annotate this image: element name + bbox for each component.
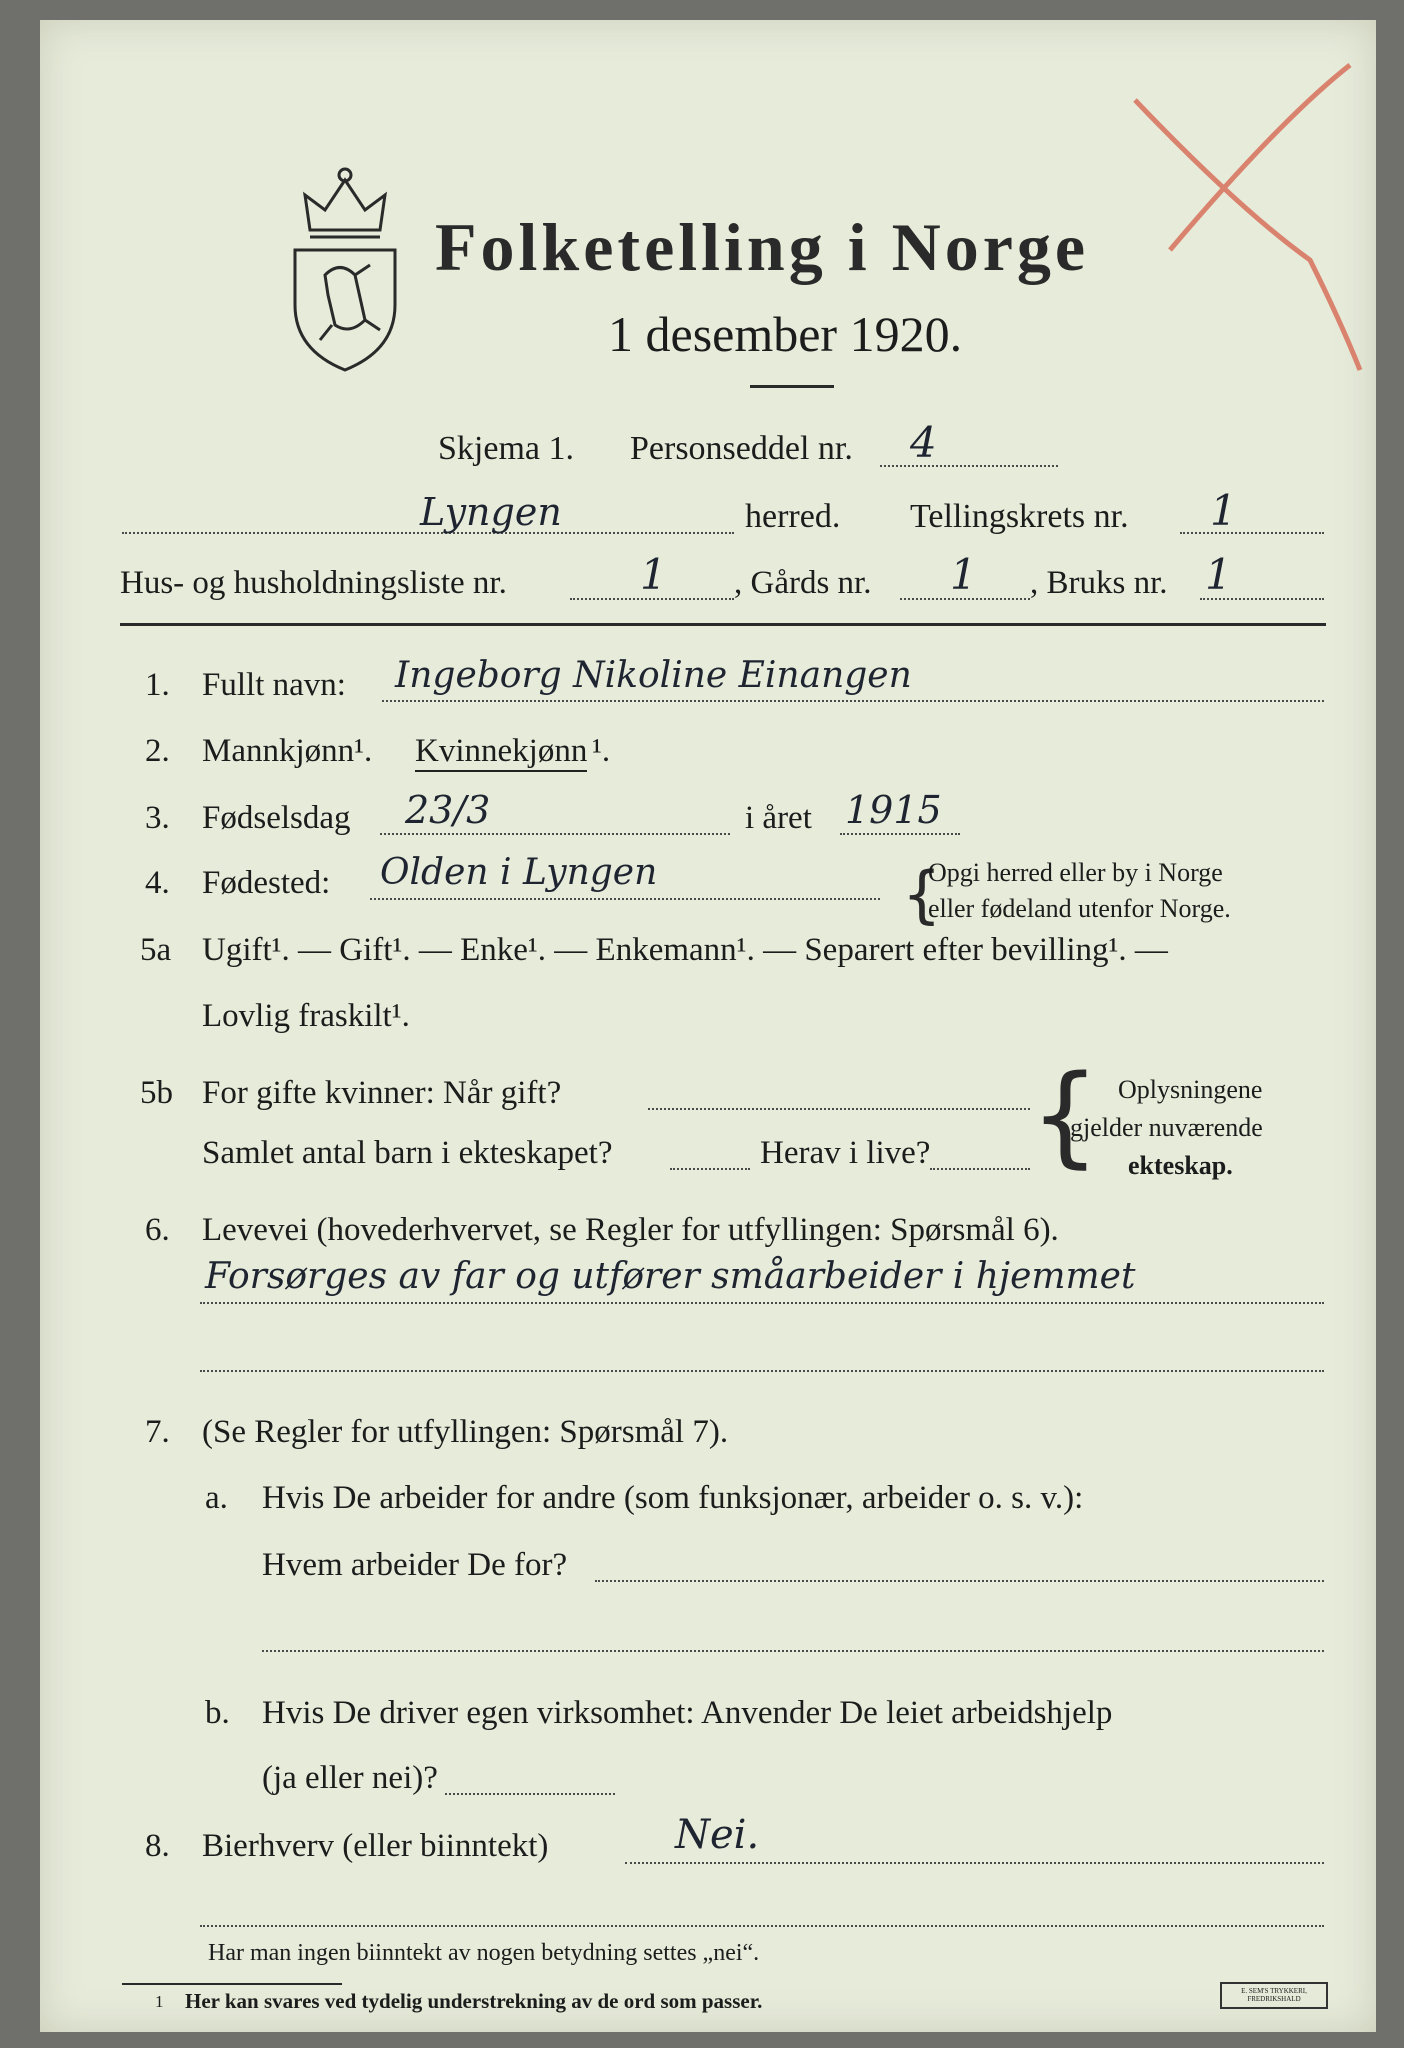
q2-female-underlined: Kvinnekjønn <box>415 733 587 772</box>
q8-line1 <box>625 1862 1324 1864</box>
q5b-label3: Herav i live? <box>760 1135 931 1171</box>
q6-number: 6. <box>145 1212 170 1248</box>
q8-line2 <box>200 1925 1324 1927</box>
census-form-page <box>40 20 1376 2032</box>
q2-number: 2. <box>145 733 170 769</box>
schema-label: Skjema 1. <box>438 430 574 467</box>
q7a-line1 <box>595 1580 1324 1582</box>
q5b-line2 <box>670 1168 750 1170</box>
form-title: Folketelling i Norge <box>435 209 1090 285</box>
bruks-value: 1 <box>1205 550 1232 599</box>
biinntekt-note: Har man ingen biinntekt av nogen betydning settes „nei“. <box>208 1940 760 1966</box>
bruks-label: , Bruks nr. <box>1030 565 1168 601</box>
q7b-line <box>445 1793 615 1795</box>
q7b-label2: (ja eller nei)? <box>262 1760 438 1796</box>
q5a-number: 5a <box>140 932 172 968</box>
q1-number: 1. <box>145 667 170 703</box>
q8-number: 8. <box>145 1828 170 1864</box>
q5a-text2: Lovlig fraskilt¹. <box>202 998 410 1034</box>
hus-label: Hus- og husholdningsliste nr. <box>120 565 507 601</box>
footnote-text: Her kan svares ved tydelig understrekning av de ord som passer. <box>185 1989 763 2013</box>
title-divider <box>750 385 834 388</box>
q5b-note1: Oplysningene <box>1118 1075 1263 1104</box>
personseddel-label: Personseddel nr. <box>630 430 853 467</box>
q4-brace: { <box>902 858 942 931</box>
hus-value: 1 <box>640 550 667 599</box>
q4-note2: eller fødeland utenfor Norge. <box>928 894 1231 923</box>
q7a-label2: Hvem arbeider De for? <box>262 1547 568 1583</box>
q4-value: Olden i Lyngen <box>380 852 658 893</box>
q3-year-value: 1915 <box>845 788 942 832</box>
personseddel-value: 4 <box>910 418 937 467</box>
q5b-line3 <box>930 1168 1030 1170</box>
printer-stamp: E. SEM'S TRYKKERI, FREDRIKSHALD <box>1220 1982 1328 2009</box>
q4-note1: Opgi herred eller by i Norge <box>928 858 1223 887</box>
q7a-label: Hvis De arbeider for andre (som funksjonær, arbeider o. s. v.): <box>262 1480 1084 1516</box>
q5b-note3: ekteskap. <box>1128 1151 1233 1180</box>
herred-value: Lyngen <box>420 490 562 534</box>
footnote-rule <box>122 1983 342 1985</box>
footnote-number: 1 <box>155 1992 164 2011</box>
q5b-line1 <box>648 1108 1030 1110</box>
red-cross-mark <box>1110 60 1370 390</box>
tellingskrets-value: 1 <box>1210 486 1237 535</box>
header-separator <box>120 623 1326 626</box>
q2-male: Mannkjønn¹. <box>202 733 373 769</box>
q3-line <box>380 833 730 835</box>
q1-value: Ingeborg Nikoline Einangen <box>395 655 912 696</box>
census-date: 1 desember 1920. <box>608 306 963 362</box>
q7b-number: b. <box>205 1695 230 1731</box>
q8-value: Nei. <box>675 1812 760 1858</box>
tellingskrets-line <box>1180 532 1324 534</box>
q3-label: Fødselsdag <box>202 800 351 836</box>
q6-label: Levevei (hovederhvervet, se Regler for utfyllingen: Spørsmål 6). <box>202 1212 1059 1248</box>
q8-label: Bierhverv (eller biinntekt) <box>202 1828 549 1864</box>
personseddel-line <box>880 465 1058 467</box>
q5b-number: 5b <box>140 1075 173 1111</box>
norway-coat-of-arms-icon <box>270 155 420 380</box>
q5a-text: Ugift¹. — Gift¹. — Enke¹. — Enkemann¹. — Separert efter bevilling¹. — <box>202 932 1168 968</box>
q1-line <box>382 700 1324 702</box>
gards-value: 1 <box>950 550 977 599</box>
q7a-number: a. <box>205 1480 228 1516</box>
q2-sup: ¹. <box>592 733 611 769</box>
q3-year-label: i året <box>745 800 812 836</box>
q6-line1 <box>200 1302 1324 1304</box>
q3-number: 3. <box>145 800 170 836</box>
q7-label: (Se Regler for utfyllingen: Spørsmål 7). <box>202 1414 729 1450</box>
q5b-label: For gifte kvinner: Når gift? <box>202 1075 562 1111</box>
herred-label: herred. <box>745 498 841 535</box>
q7a-line2 <box>262 1650 1324 1652</box>
q5b-note2: gjelder nuværende <box>1070 1113 1263 1142</box>
q5b-brace: { <box>1030 1051 1100 1179</box>
q6-value: Forsørges av far og utfører småarbeider i hjemmet <box>205 1256 1136 1297</box>
q4-number: 4. <box>145 865 170 901</box>
q4-label: Fødested: <box>202 865 331 901</box>
q6-line2 <box>200 1370 1324 1372</box>
q7-number: 7. <box>145 1414 170 1450</box>
q3-value: 23/3 <box>405 788 491 832</box>
q3-year-line <box>840 833 960 835</box>
gards-label: , Gårds nr. <box>734 565 872 601</box>
q1-label: Fullt navn: <box>202 667 346 703</box>
tellingskrets-label: Tellingskrets nr. <box>910 498 1129 535</box>
q7b-label: Hvis De driver egen virksomhet: Anvender De leiet arbeidshjelp <box>262 1695 1113 1731</box>
q5b-label2: Samlet antal barn i ekteskapet? <box>202 1135 613 1171</box>
q4-line <box>370 898 880 900</box>
